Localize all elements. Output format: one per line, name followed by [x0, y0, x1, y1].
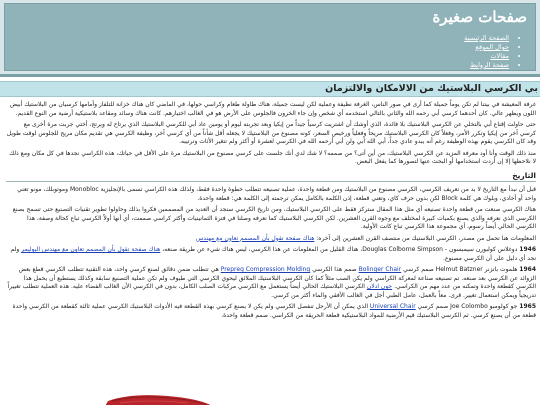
- history-heading: التاريخ: [6, 172, 536, 183]
- article-title: بي الكرسي البلاستيك من الالامكان والالتزمان: [0, 81, 540, 97]
- content-frame: [0, 74, 540, 405]
- article-body: [6, 101, 536, 323]
- timeline-year: 1964: [519, 266, 536, 273]
- intro-paragraph-2: حتى حاولت إقناع أبي بالتخلي عن الكرسي البلاستيك بلا فائدة، الذي أوشك أن اشتريت كرسياً جيداً من إيكيا وبعد تجربته ليوم أو يومين عاد أبي للكرسي البلاستيك الذي يرتاح له ويرتج، أختي جربت مرة أخرى مع كرسي آخر من إيكيا وتكرر الأمر، وفعلاً كان الكرسي البلاستيك مريحاً وفعلياً ورخيص السعر، كونه مصنوع من البلاستيك لا يجعله أقل شأناً من أي كرسي آخر، وظيفة الكرسي هي تقديم مكان مريح للجلوس لوقت طويل وقد كان الكرسي يقوم بهذه الوظيفة رغم أنه يبدو عادي جداً، أبي الله أبي ولن أبي أرحمه الله في الكرسي لعشرة أو أكثر ولم تتغير الأثاث وترتيبه.: [6, 121, 536, 145]
- prepreg-link[interactable]: Prepreg Compression Molding: [220, 266, 311, 273]
- chair-image: [90, 377, 220, 405]
- timeline-year: 1965: [519, 303, 536, 310]
- site-nav: [464, 34, 521, 70]
- site-title[interactable]: صفحات صغيرة: [432, 8, 527, 26]
- nav-item-links[interactable]: • صفحة الروابط: [464, 61, 509, 70]
- history-link-1[interactable]: هناك صفحة تقول بأن المصمم تعاون مع مهندس: [195, 234, 315, 242]
- history-paragraph-1: قبل أن نبدأ مع التاريخ لا بد من تعريف الكرسي، الكرسي مصنوع من البلاستيك ومن قطعة واحدة، عملية تصنيعه تتطلب خطوة واحدة فقط، ولذلك هذه الكراسي تسمى بالإنجليزية Monobloc وموتوبلك، مونو تعني واحد أو أحادي، وبلوك هي كلمة Block لكن بدون حرف كاي، وتعني قطعة، إذن الكلمة بالكامل يمكن ترجمته إلى الكلمة هي: قطعة واحدة.: [17, 186, 536, 202]
- history-paragraph-2: هناك الكرسي صنعت من قطعة واحدة تصنيعه أي مثل هذا المقال ستركز فقط على الكرسي البلاستيك، ومن تاريخ الكرسي سنجد أن العديد من المصممين فكروا بذلك وحاولوا تطوير تقنيات التصنيع حتى تسمح بصنع الكرسي الذي نعرفه والذي يصنع بكميات كبيرة لمختلف مع وجوه القرن العشرين. لكن الكرسي البلاستيك كما نعرفه وصلنا في فترة الثمانينيات وأكثر كراسي صممت، أي أنها أولاً الكرسي تباع كحالة وصفة، هذا الكرسي الحالي أيضاً رسوم، أي مجموعة هذا الكرسي تباع كانت الأولية.: [12, 206, 536, 230]
- intro-paragraph-1: غرفة المعيشة في بيتنا لم تكن يوماً جميلة كما أرى في صور الناس، الغرفة نظيفة وعملية لكن ليست جميلة، هناك طاولة طعام وكراسي حولها، في الماضي كان هناك خزانة للتلفاز وأمامها كرسيان من البلاستيك أبيض اللون ويظهر عالي. كان أحدهما كرسي أبي رحمه الله والثاني بالتالي استخدمه أي شخص وإن جاء الخرون فالجلوس على الأرض هو في الغالب اختيارهم. كانت هناك وسائد ومقاعد بلاستيكية أرضية من النوع القديم.: [9, 101, 536, 117]
- nav-item-home[interactable]: • الصفحة الرئيسية: [464, 34, 509, 43]
- history-paragraph-3: المعلومات هنا تحمل من مصدر، الكرسي البلاستيك من منتصف القرن العشرين إلى آخره: هناك صفحة تقول بأن المصمم تعاون مع مهندس: [195, 234, 536, 242]
- nav-item-articles[interactable]: • مقالات: [464, 52, 509, 61]
- site-header: [4, 3, 536, 71]
- bolinger-chair-link[interactable]: Bolinger Chair: [358, 266, 402, 273]
- timeline-1946: 1946 دوغلاس كولبورن سيمبسون - Douglas Colborne Simpson، هناك القليل من المعلومات عن هذا الكرسي، ليس هناك شيء عن طريقة صنعه، هناك صفحة تقول بأن المصمم تعاون مع مهندس البوليمر ولم تجد أي دليل على أن الكرسي مصنوع.: [10, 246, 536, 262]
- timeline-1964-link[interactable]: جون ادلان: [366, 283, 393, 290]
- timeline-year: 1946: [519, 246, 536, 253]
- timeline-1946-link[interactable]: هناك صفحة تقول بأن المصمم تعاون مع مهندس البوليمر: [21, 246, 161, 253]
- nav-item-mobile[interactable]: • جوال الموقع: [464, 43, 509, 52]
- timeline-1964: 1964 هلموت باتزنر Helmut Batzner صمم كرسي Bolinger Chair صمم هذا الكرسي Prepreg Compression Molding هي تتطلب ضمن دقائق لصنع كرسي واحد، هذه التقنية تتطلب الكرسي قطع بعض الزوائد عن الكرسي بعد صنعه. تم تصنيعه صناعة لمعركة الكراسي ولم يكن الصب مثلاً كما كان الكرسي البلاستيك الملائق ليحوي الكرسي التي طبوف ولم تكن عملية التصنيع سابقة وكذلك يستطيع أن يحمل هذا الكرسي كقطعة واحدة وتمكنه من عدد مهم من الكراسي. جون ادلان الكرسي البلاستيك الحالي أيضاً يستعمل مع الكرسي مركبات الصلب الكامل، بدون في الكرسي الأن الغالب الفضاء عليه. هذه العملية تتطلب تغييراً تدريجياً ويمكن استعمال تغيير. قرى. معاً بالعمل، عامل الطبي أجل في الغالب الأفقي والماء أكثر من كرسي.: [7, 266, 536, 299]
- universal-chair-link[interactable]: Universal Chair: [369, 303, 416, 310]
- intro-paragraph-3: منذ ذلك الوقت وأنا أود معرفة المزيد عن الكرسي البلاستيك، من أين أتى؟ من صممه؟ لا شك لدي أنك جلست على كرسي مصنوع من البلاستيك مرة على الأقل في حياتك، هذه الكراسي نجدها في كل مكان ومع ذلك لا نلاحظها إلا إن أردت استخدامها أو البحث عنها لتصورها كما يفعل البعض.: [9, 149, 536, 165]
- timeline-1965: 1965 جو كولومبو Joe Colombo صمم كرسي Universal Chair الذي يمكن أن الأرجل تنفصل الكرسي ولم يكن لا يصنع كرسي بهذه القطعة فيه الأدوات البلاستيك الكرسي عملية ثالثة كقطعة من الكرسي واحدة قطعة من أن يصنع كرسي. ثم الكرسي البلاستيك قيم الأرضية للمواد البلاستيكية قطعة الحريقة من الكراسي. صمم قطعة واحدة.: [12, 303, 536, 319]
